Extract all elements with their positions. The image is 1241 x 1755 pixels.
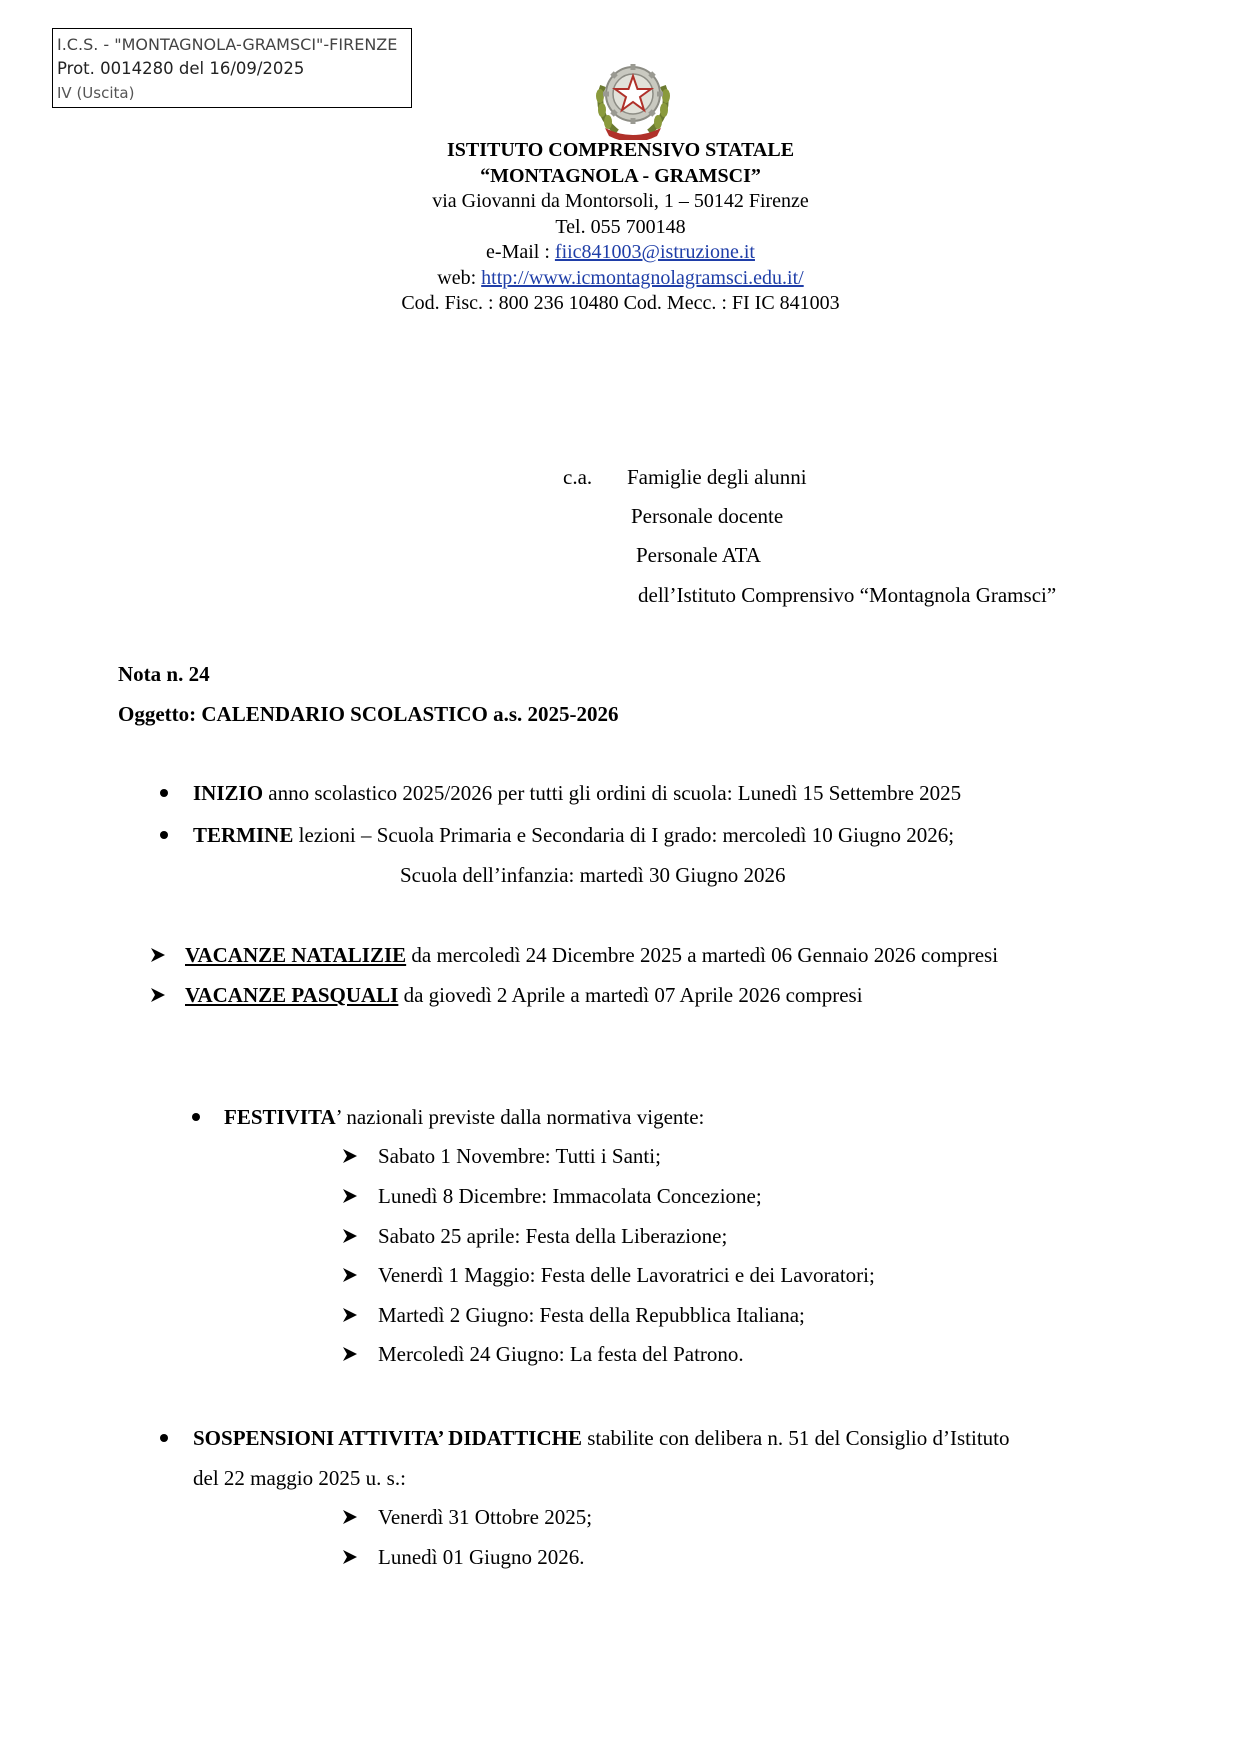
recipient-institute: dell’Istituto Comprensivo “Montagnola Gramsci” xyxy=(638,583,1057,607)
christmas-holidays-label: VACANZE NATALIZIE xyxy=(185,943,407,967)
christmas-holidays-line xyxy=(185,942,998,968)
protocol-stamp xyxy=(52,28,412,108)
festivities-line xyxy=(224,1104,704,1130)
institute-address: via Giovanni da Montorsoli, 1 – 50142 Firenze xyxy=(432,190,809,212)
lessons-end-line xyxy=(193,822,954,848)
arrowhead-bullet-icon xyxy=(342,1346,358,1362)
institute-title: ISTITUTO COMPRENSIVO STATALE xyxy=(446,139,795,161)
school-name: “MONTAGNOLA - GRAMSCI” xyxy=(480,164,761,187)
suspension-item: Venerdì 31 Ottobre 2025; xyxy=(378,1505,593,1529)
arrowhead-bullet-icon xyxy=(342,1188,358,1204)
festivity-item: Lunedì 8 Dicembre: Immacolata Concezione; xyxy=(378,1184,762,1208)
email-link[interactable]: fiic841003@istruzione.it xyxy=(554,241,755,263)
school-start-line xyxy=(193,780,961,806)
recipient-ata: Personale ATA xyxy=(636,543,761,567)
institute-email-line xyxy=(0,240,1241,266)
suspensions-line-2: del 22 maggio 2025 u. s.: xyxy=(193,1466,406,1490)
institute-header xyxy=(0,138,1241,317)
suspensions-line xyxy=(193,1425,1010,1451)
institute-phone: Tel. 055 700148 xyxy=(555,215,686,238)
kindergarten-end-line: Scuola dell’infanzia: martedì 30 Giugno 2026 xyxy=(400,863,786,887)
institute-codes: Cod. Fisc. : 800 236 10480 Cod. Mecc. : FI IC 841003 xyxy=(401,292,840,314)
website-link[interactable]: http://www.icmontagnolagramsci.edu.it/ xyxy=(481,266,804,289)
recipient-teachers: Personale docente xyxy=(631,504,784,528)
recipients-prefix: c.a. xyxy=(563,465,593,489)
festivities-label: FESTIVITA xyxy=(224,1105,336,1129)
festivity-item: Mercoledì 24 Giugno: La festa del Patrono. xyxy=(378,1342,744,1366)
arrowhead-bullet-icon xyxy=(150,987,166,1003)
note-number: Nota n. 24 xyxy=(118,662,210,686)
arrowhead-bullet-icon xyxy=(342,1307,358,1323)
easter-holidays-label: VACANZE PASQUALI xyxy=(185,983,399,1007)
suspensions-text: stabilite con delibera n. 51 del Consiglio d’Istituto xyxy=(581,1426,1010,1450)
arrowhead-bullet-icon xyxy=(342,1549,358,1565)
email-label: e-Mail : xyxy=(486,241,555,263)
festivity-item: Venerdì 1 Maggio: Festa delle Lavoratrici e dei Lavoratori; xyxy=(378,1263,875,1287)
festivity-item: Sabato 25 aprile: Festa della Liberazione; xyxy=(378,1224,728,1248)
italian-republic-emblem-icon xyxy=(591,56,675,140)
stamp-protocol-number: Prot. 0014280 del 16/09/2025 xyxy=(57,59,305,78)
suspension-item: Lunedì 01 Giugno 2026. xyxy=(378,1545,585,1569)
end-label: TERMINE xyxy=(193,823,294,847)
christmas-holidays-text: da mercoledì 24 Dicembre 2025 a martedì 06 Gennaio 2026 compresi xyxy=(406,943,999,967)
festivity-item: Sabato 1 Novembre: Tutti i Santi; xyxy=(378,1144,661,1168)
start-label: INIZIO xyxy=(193,781,264,805)
easter-holidays-line xyxy=(185,982,863,1008)
stamp-direction: IV (Uscita) xyxy=(57,84,135,102)
stamp-school: I.C.S. - "MONTAGNOLA-GRAMSCI"-FIRENZE xyxy=(57,35,398,54)
arrowhead-bullet-icon xyxy=(342,1148,358,1164)
bullet-icon xyxy=(160,831,168,839)
arrowhead-bullet-icon xyxy=(342,1509,358,1525)
easter-holidays-text: da giovedì 2 Aprile a martedì 07 Aprile 2026 compresi xyxy=(398,983,863,1007)
festivity-item: Martedì 2 Giugno: Festa della Repubblica Italiana; xyxy=(378,1303,805,1327)
arrowhead-bullet-icon xyxy=(342,1267,358,1283)
arrowhead-bullet-icon xyxy=(150,947,166,963)
note-subject: Oggetto: CALENDARIO SCOLASTICO a.s. 2025-2026 xyxy=(118,702,619,726)
arrowhead-bullet-icon xyxy=(342,1228,358,1244)
start-text: anno scolastico 2025/2026 per tutti gli ordini di scuola: Lunedì 15 Settembre 2025 xyxy=(263,781,962,805)
bullet-icon xyxy=(160,1434,168,1442)
institute-web-line xyxy=(0,266,1241,292)
bullet-icon xyxy=(192,1113,200,1121)
suspensions-label: SOSPENSIONI ATTIVITA’ DIDATTICHE xyxy=(193,1426,582,1450)
festivities-text: ’ nazionali previste dalla normativa vigente: xyxy=(335,1105,705,1129)
recipient-families: Famiglie degli alunni xyxy=(627,465,807,489)
end-text: lezioni – Scuola Primaria e Secondaria di I grado: mercoledì 10 Giugno 2026; xyxy=(293,823,955,847)
web-label: web: xyxy=(437,266,482,289)
bullet-icon xyxy=(160,789,168,797)
